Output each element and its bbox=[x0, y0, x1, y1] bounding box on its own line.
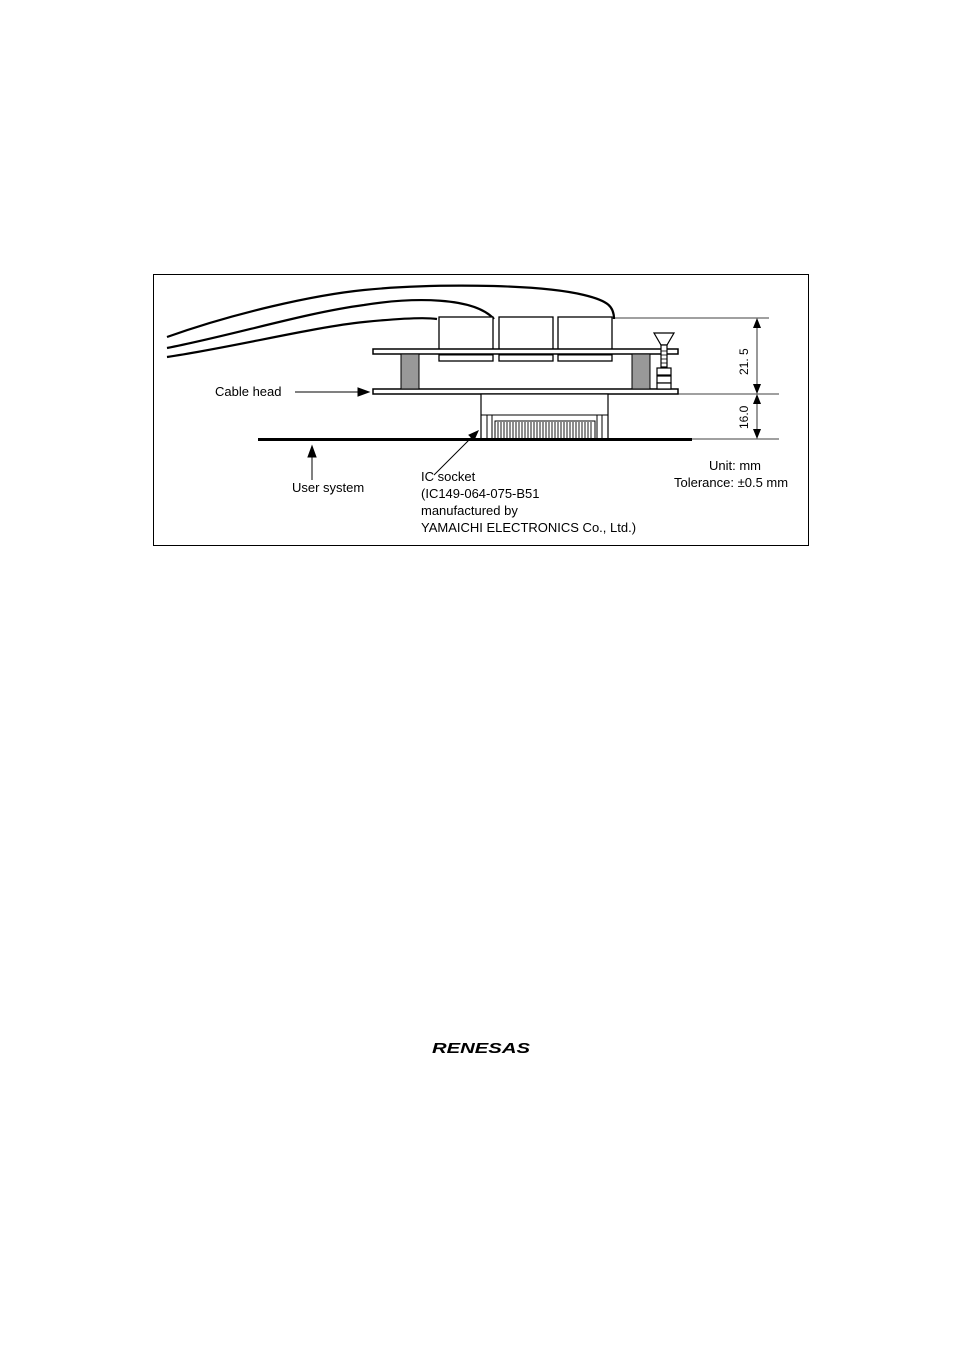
lower-board bbox=[373, 389, 678, 394]
ic-socket-manufactured-by: manufactured by bbox=[421, 503, 518, 518]
ic-socket-part-number: (IC149-064-075-B51 bbox=[421, 486, 540, 501]
spacer-left bbox=[401, 354, 419, 389]
dimension-lower: 16.0 bbox=[737, 405, 751, 429]
tolerance-label: Tolerance: ±0.5 mm bbox=[674, 475, 789, 490]
renesas-logo bbox=[431, 1037, 531, 1057]
renesas-logo-text: RENESAS bbox=[432, 1040, 530, 1057]
screw bbox=[654, 333, 674, 389]
ic-socket-label: IC socket bbox=[421, 469, 476, 484]
user-system-arrow bbox=[308, 446, 316, 480]
ic-socket-manufacturer: YAMAICHI ELECTRONICS Co., Ltd.) bbox=[421, 520, 637, 535]
spacer-right bbox=[632, 354, 650, 389]
cable-head-diagram bbox=[153, 274, 809, 546]
dimension-upper: 21. 5 bbox=[737, 348, 751, 375]
unit-label: Unit: mm bbox=[709, 458, 761, 473]
upper-board bbox=[373, 349, 678, 354]
cable-head-arrow bbox=[295, 388, 369, 396]
cable-head-label: Cable head bbox=[215, 384, 282, 399]
user-system-label: User system bbox=[292, 480, 365, 495]
